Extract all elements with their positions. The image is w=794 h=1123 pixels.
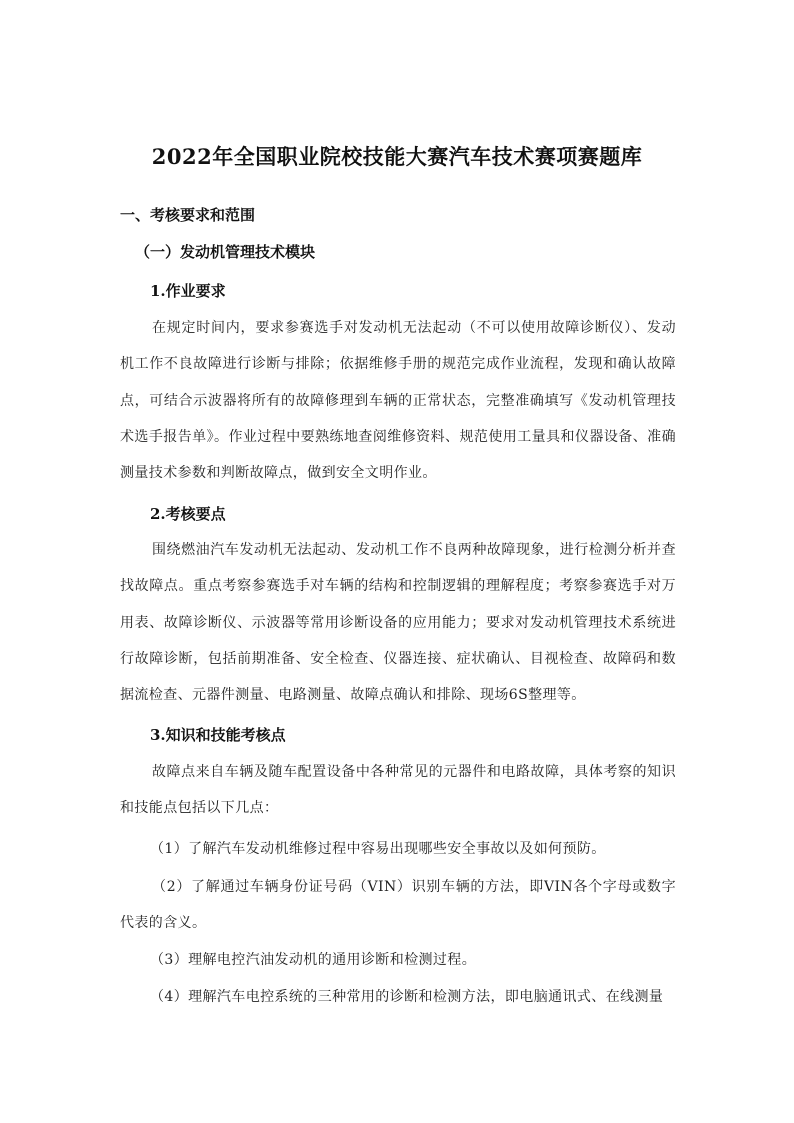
subsection-heading-engine-module: （一）发动机管理技术模块 [135, 243, 316, 261]
list-item-1: （1）了解汽车发动机维修过程中容易出现哪些安全事故以及如何预防。 [150, 841, 606, 857]
document-title: 2022年全国职业院校技能大赛汽车技术赛项赛题库 [151, 144, 643, 169]
heading-work-requirements: 1.作业要求 [150, 282, 226, 300]
list-item-2: （2）了解通过车辆身份证号码（VIN）识别车辆的方法，即VIN各个字母或数字代表的含义。 [120, 879, 676, 932]
list-item-3: （3）理解电控汽油发动机的通用诊断和检测过程。 [150, 952, 477, 968]
paragraph-knowledge-skills: 故障点来自车辆及随车配置设备中各种常见的元器件和电路故障，具体考察的知识和技能点包括以下几点： [120, 764, 676, 817]
paragraph-work-requirements: 在规定时间内，要求参赛选手对发动机无法起动（不可以使用故障诊断仪）、发动机工作不良故障进行诊断与排除；依据维修手册的规范完成作业流程，发现和确认故障点，可结合示波器将所有的故障修理到车辆的正常状态，完整准确填写《发动机管理技术选手报告单》。作业过程中要熟练地查阅维修资料、规范使用工量具和仪器设备、准确测量技术参数和判断故障点，做到安全文明作业。 [120, 320, 676, 482]
paragraph-assessment-points: 围绕燃油汽车发动机无法起动、发动机工作不良两种故障现象，进行检测分析并查找故障点。重点考察参赛选手对车辆的结构和控制逻辑的理解程度；考察参赛选手对万用表、故障诊断仪、示波器等常用诊断设备的应用能力；要求对发动机管理技术系统进行故障诊断，包括前期准备、安全检查、仪器连接、症状确认、目视检查、故障码和数据流检查、元器件测量、电路测量、故障点确认和排除、现场6S整理等。 [120, 542, 676, 704]
heading-knowledge-skills: 3.知识和技能考核点 [150, 726, 286, 744]
heading-assessment-points: 2.考核要点 [150, 505, 226, 523]
section-heading-requirements: 一、考核要求和范围 [120, 206, 256, 224]
list-item-4: （4）理解汽车电控系统的三种常用的诊断和检测方法，即电脑通讯式、在线测量 [150, 989, 664, 1005]
